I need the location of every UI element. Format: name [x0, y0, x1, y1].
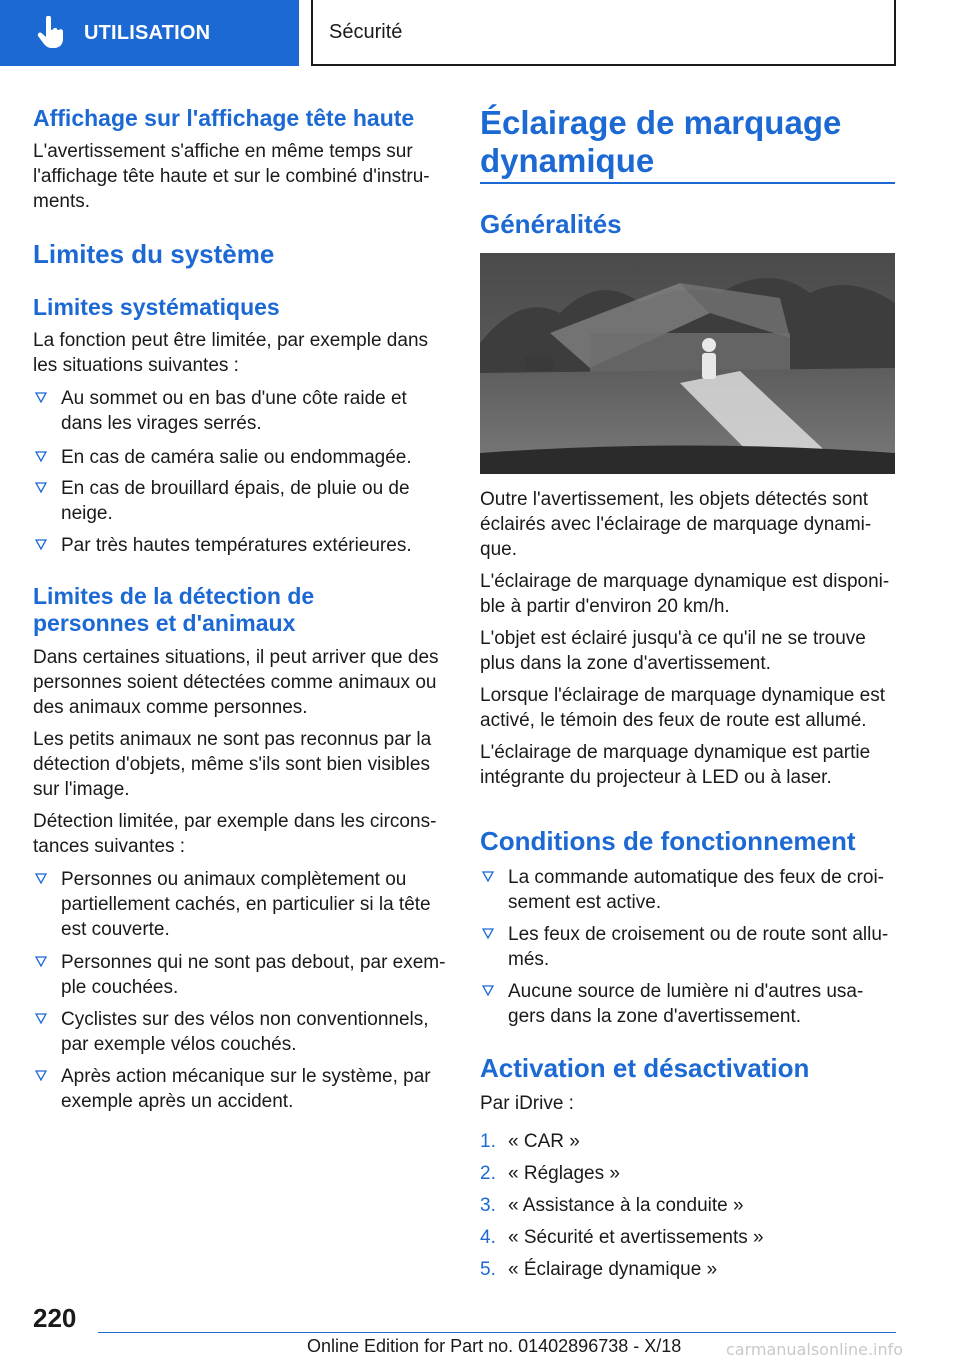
- footer-edition: Online Edition for Part no. 01402896738 - X/18: [307, 1336, 682, 1356]
- list-item: [480, 1193, 744, 1218]
- text-line: sement est active.: [508, 892, 662, 913]
- step-number: 5.: [480, 1259, 496, 1280]
- heading-conditions: Conditions de fonctionnement: [480, 826, 856, 856]
- text-line: des animaux comme personnes.: [33, 697, 308, 718]
- hand-pointer-icon: [32, 14, 70, 52]
- watermark: carmanualsonline.info: [726, 1340, 904, 1359]
- list-item: [480, 1225, 764, 1250]
- paragraph-generalites-4: [480, 683, 885, 733]
- list-item: [33, 1064, 431, 1114]
- paragraph-generalites-3: [480, 626, 866, 676]
- text-line: l'affichage tête haute et sur le combiné d'instru-: [33, 166, 430, 187]
- list-item: [480, 1257, 717, 1282]
- list-item: [33, 1007, 429, 1057]
- text-line: En cas de caméra salie ou endommagée.: [61, 447, 412, 468]
- paragraph-generalites-1: [480, 487, 871, 562]
- paragraph-detection-2: [33, 727, 431, 802]
- list-item: [480, 979, 863, 1029]
- heading-line: Éclairage de marquage: [480, 104, 842, 141]
- text-line: Au sommet ou en bas d'une côte raide et: [61, 388, 407, 409]
- heading-eclairage: [480, 104, 841, 180]
- triangle-bullet-icon: [482, 985, 494, 997]
- text-line: Les petits animaux ne sont pas reconnus par la: [33, 729, 432, 750]
- text-line: activé, le témoin des feux de route est allumé.: [480, 710, 867, 731]
- section-header: [311, 0, 896, 66]
- text-line: Détection limitée, par exemple dans les circons-: [33, 811, 437, 832]
- text-line: ple couchées.: [61, 977, 179, 998]
- text-line: gers dans la zone d'avertissement.: [508, 1006, 802, 1027]
- heading-activation: Activation et désactivation: [480, 1053, 810, 1083]
- triangle-bullet-icon: [35, 539, 47, 551]
- list-item: [33, 476, 410, 526]
- heading-line: Limites de la détection de: [33, 583, 315, 609]
- triangle-bullet-icon: [35, 956, 47, 968]
- text-line: est couverte.: [61, 919, 170, 940]
- step-number: 3.: [480, 1195, 496, 1216]
- step-text: « Éclairage dynamique »: [508, 1259, 718, 1280]
- heading-line: dynamique: [480, 142, 655, 179]
- text-line: intégrante du projecteur à LED ou à laser.: [480, 767, 832, 788]
- text-line: sur l'image.: [33, 779, 130, 800]
- step-text: « CAR »: [508, 1131, 580, 1152]
- night-road-illustration: [480, 253, 895, 474]
- list-item: [480, 865, 884, 915]
- list-item: [480, 1129, 580, 1154]
- text-line: plus dans la zone d'avertissement.: [480, 653, 771, 674]
- chapter-tab: [0, 0, 299, 66]
- step-number: 1.: [480, 1131, 496, 1152]
- list-item: [480, 1161, 620, 1186]
- text-line: Personnes qui ne sont pas debout, par exem-: [61, 952, 446, 973]
- text-line: L'éclairage de marquage dynamique est disponi-: [480, 571, 890, 592]
- text-line: Les feux de croisement ou de route sont allu-: [508, 924, 889, 945]
- text-line: La fonction peut être limitée, par exemple dans: [33, 330, 429, 351]
- triangle-bullet-icon: [482, 871, 494, 883]
- triangle-bullet-icon: [35, 1013, 47, 1025]
- list-item: [33, 950, 445, 1000]
- triangle-bullet-icon: [35, 451, 47, 463]
- text-line: partiellement cachés, en particulier si la tête: [61, 894, 431, 915]
- text-line: détection d'objets, même s'ils sont bien visibles: [33, 754, 430, 775]
- triangle-bullet-icon: [482, 928, 494, 940]
- triangle-bullet-icon: [35, 873, 47, 885]
- text-line: Personnes ou animaux complètement ou: [61, 869, 407, 890]
- list-item: [33, 445, 412, 470]
- heading-limites-systeme: Limites du système: [33, 239, 275, 269]
- heading-affichage: Affichage sur l'affichage tête haute: [33, 105, 415, 131]
- page-number: 220: [33, 1303, 77, 1333]
- text-line: L'avertissement s'affiche en même temps sur: [33, 141, 413, 162]
- heading-generalites: Généralités: [480, 209, 622, 239]
- text-line: En cas de brouillard épais, de pluie ou de: [61, 478, 410, 499]
- text-line: que.: [480, 539, 517, 560]
- text-line: dans les virages serrés.: [61, 413, 262, 434]
- text-line: neige.: [61, 503, 113, 524]
- text-line: tances suivantes :: [33, 836, 186, 857]
- triangle-bullet-icon: [35, 482, 47, 494]
- text-line: les situations suivantes :: [33, 355, 239, 376]
- paragraph-activation: Par iDrive :: [480, 1093, 574, 1114]
- triangle-bullet-icon: [35, 392, 47, 404]
- paragraph-limites-systematiques: [33, 328, 428, 378]
- step-number: 2.: [480, 1163, 496, 1184]
- text-line: L'objet est éclairé jusqu'à ce qu'il ne se trouve: [480, 628, 866, 649]
- section-rule: [480, 182, 895, 184]
- text-line: Dans certaines situations, il peut arriver que des: [33, 647, 439, 668]
- paragraph-detection-3: [33, 809, 436, 859]
- text-line: Lorsque l'éclairage de marquage dynamique est: [480, 685, 885, 706]
- text-line: L'éclairage de marquage dynamique est partie: [480, 742, 871, 763]
- text-line: éclairés avec l'éclairage de marquage dynami-: [480, 514, 872, 535]
- text-line: par exemple vélos couchés.: [61, 1034, 297, 1055]
- triangle-bullet-icon: [35, 1070, 47, 1082]
- text-line: exemple après un accident.: [61, 1091, 294, 1112]
- step-text: « Réglages »: [508, 1163, 620, 1184]
- text-line: ble à partir d'environ 20 km/h.: [480, 596, 730, 617]
- paragraph-generalites-2: [480, 569, 889, 619]
- text-line: Par très hautes températures extérieures.: [61, 535, 412, 556]
- text-line: La commande automatique des feux de croi-: [508, 867, 884, 888]
- heading-line: personnes et d'animaux: [33, 610, 296, 636]
- text-line: més.: [508, 949, 550, 970]
- step-text: « Sécurité et avertissements »: [508, 1227, 764, 1248]
- text-line: ments.: [33, 191, 91, 212]
- footer-rule: [98, 1332, 896, 1333]
- text-line: personnes soient détectées comme animaux ou: [33, 672, 437, 693]
- list-item: [33, 533, 412, 558]
- list-item: [480, 922, 888, 972]
- list-item: [33, 386, 407, 436]
- step-number: 4.: [480, 1227, 496, 1248]
- heading-limites-detection: [33, 583, 314, 637]
- heading-limites-systematiques: Limites systématiques: [33, 294, 280, 320]
- paragraph-generalites-5: [480, 740, 870, 790]
- text-line: Outre l'avertissement, les objets détectés sont: [480, 489, 869, 510]
- text-line: Après action mécanique sur le système, par: [61, 1066, 431, 1087]
- paragraph-affichage: [33, 139, 430, 214]
- step-text: « Assistance à la conduite »: [508, 1195, 744, 1216]
- text-line: Cyclistes sur des vélos non conventionnels,: [61, 1009, 429, 1030]
- chapter-label: UTILISATION: [84, 21, 211, 44]
- section-label: Sécurité: [329, 20, 403, 43]
- list-item: [33, 867, 431, 942]
- paragraph-detection-1: [33, 645, 439, 720]
- text-line: Aucune source de lumière ni d'autres usa-: [508, 981, 864, 1002]
